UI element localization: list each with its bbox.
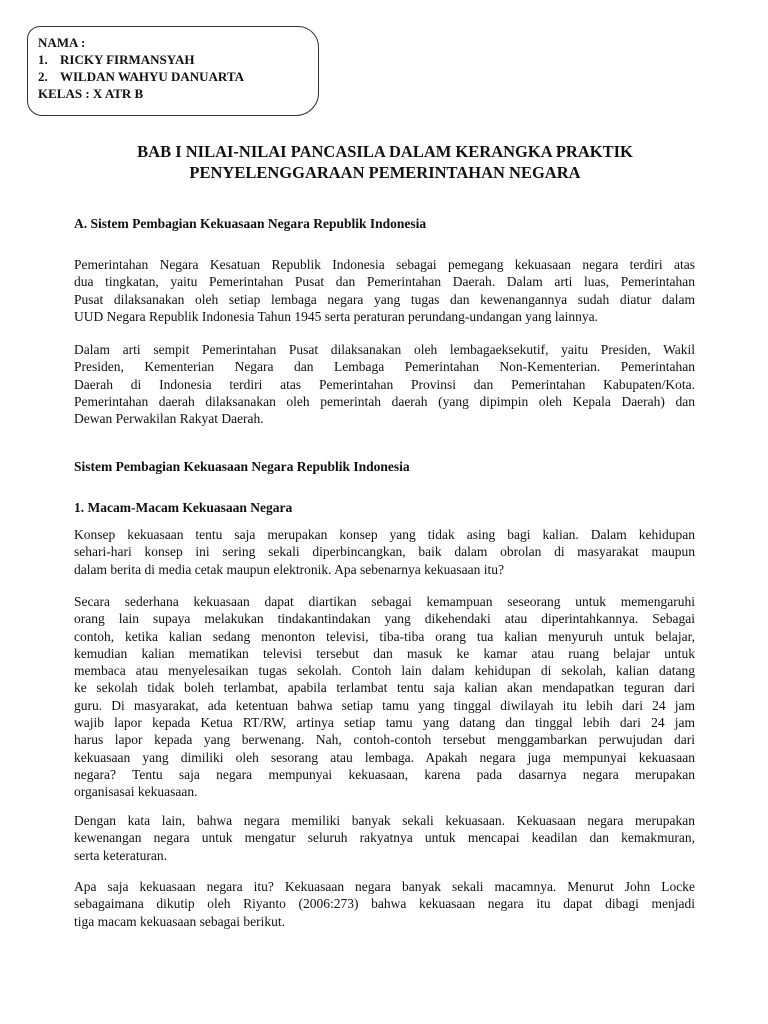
text-line: Dalam arti sempit Pemerintahan Pusat dilaksanakan oleh lembagaeksekutif, yaitu Presiden, Wakil — [74, 342, 695, 357]
member-1 — [38, 51, 308, 68]
text-line: kekuasaan yang dimiliki oleh sesorang atau lembaga. Apakah negara juga mempunyai kekuasaan — [74, 749, 695, 765]
chapter-title-line-2: PENYELENGGARAAN PEMERINTAHAN NEGARA — [189, 163, 581, 182]
text-line: membaca atau menyelesaikan tugas sekolah. Contoh lain dalam kehidupan di sekolah, kalian datang — [74, 663, 695, 679]
text-line: ke sekolah tidak boleh terlambat, apabila terlambat tentu saja kalian akan mendapatkan teguran dari — [74, 680, 695, 696]
member-1-name: RICKY FIRMANSYAH — [60, 52, 195, 67]
text-line: Pusat dilaksanakan oleh setiap lembaga negara yang tugas dan kewenangannya sudah diatur dalam — [74, 291, 695, 307]
subsection-1-heading: 1. Macam-Macam Kekuasaan Negara — [74, 500, 293, 515]
text-line: Daerah di Indonesia terdiri atas Pemerintahan Provinsi dan Pemerintahan Kabupaten/Kota. — [74, 376, 695, 392]
text-line: Dengan kata lain, bahwa negara memiliki banyak sekali kekuasaan. Kekuasaan negara merupakan — [74, 813, 695, 828]
text-line: negara? Tentu saja negara mempunyai kekuasaan, karena pada dasarnya negara merupakan — [74, 766, 695, 782]
text-line: sehari-hari konsep ini sering sekali diperbincangkan, baik dalam obrolan di masyarakat maupun — [74, 544, 695, 560]
class-label: KELAS : X ATR B — [38, 86, 144, 101]
text-line: wajib lapor kepada Ketua RT/RW, artinya setiap tamu yang datang dan tinggal lebih dari 24 jam — [74, 715, 695, 731]
chapter-title — [74, 141, 696, 183]
member-2 — [38, 68, 308, 85]
chapter-title-line-1: BAB I NILAI-NILAI PANCASILA DALAM KERANGKA PRAKTIK — [137, 142, 633, 161]
section-b-paragraph-2 — [74, 593, 695, 801]
text-line: orang lain supaya melakukan tindakantindakan yang dikehendaki atau diperintahkannya. Sebagai — [74, 611, 695, 627]
text-line: harus lapor kepada yang berwenang. Nah, contoh-contoh tersebut menggambarkan perwujudan dari — [74, 732, 695, 748]
text-line: serta keteraturan. — [74, 847, 167, 863]
text-line: dalam berita di media cetak maupun elektronik. Apa sebenarnya kekuasaan itu? — [74, 561, 504, 577]
section-b-paragraph-3 — [74, 812, 695, 864]
text-line: Konsep kekuasaan tentu saja merupakan konsep yang tidak asing bagi kalian. Dalam kehidupan — [74, 527, 695, 542]
text-line: organisasai kekuasaan. — [74, 784, 198, 800]
name-label: NAMA : — [38, 35, 86, 50]
text-line: Pemerintahan daerah dilaksanakan oleh pemerintah daerah (yang dipimpin oleh Kepala Daerah) dan — [74, 393, 695, 409]
section-a-paragraph-1 — [74, 256, 695, 325]
text-line: kewenangan negara untuk mengatur seluruh rakyatnya untuk mencapai keadilan dan kemakmuran, — [74, 830, 695, 846]
member-2-name: WILDAN WAHYU DANUARTA — [60, 69, 244, 84]
text-line: contoh, ketika kalian sedang menonton televisi, tiba-tiba orang tua kalian menyuruh untuk belajar, — [74, 628, 695, 644]
text-line: sebagaimana dikutip oleh Riyanto (2006:273) bahwa kekuasaan negara itu dapat dibagi menjadi — [74, 896, 695, 912]
text-line: kemudian kalian mematikan televisi tersebut dan masuk ke kamar atau ruang belajar untuk — [74, 645, 695, 661]
text-line: Presiden, Kementerian Negara dan Lembaga Pemerintahan Non-Kementerian. Pemerintahan — [74, 359, 695, 375]
student-info-box — [27, 26, 319, 116]
text-line: Dewan Perwakilan Rakyat Daerah. — [74, 411, 264, 427]
section-b-paragraph-1 — [74, 526, 695, 578]
section-a-paragraph-2 — [74, 341, 695, 427]
section-b-paragraph-4 — [74, 878, 695, 930]
section-a-heading: A. Sistem Pembagian Kekuasaan Negara Republik Indonesia — [74, 216, 427, 231]
text-line: Apa saja kekuasaan negara itu? Kekuasaan negara banyak sekali macamnya. Menurut John Locke — [74, 879, 695, 894]
text-line: Secara sederhana kekuasaan dapat diartikan sebagai kemampuan seseorang untuk memengaruhi — [74, 594, 695, 609]
member-2-number: 2. — [38, 69, 48, 84]
section-b-heading: Sistem Pembagian Kekuasaan Negara Republik Indonesia — [74, 459, 410, 474]
text-line: dua tingkatan, yaitu Pemerintahan Pusat dan Pemerintahan Daerah. Dalam arti luas, Pemerintahan — [74, 274, 695, 290]
text-line: UUD Negara Republik Indonesia Tahun 1945 serta peraturan perundang-undangan yang lainnya. — [74, 308, 599, 324]
text-line: Pemerintahan Negara Kesatuan Republik Indonesia sebagai pemegang kekuasaan negara terdiri atas — [74, 257, 695, 272]
member-1-number: 1. — [38, 52, 48, 67]
text-line: tiga macam kekuasaan sebagai berikut. — [74, 913, 286, 929]
text-line: guru. Di masyarakat, ada ketentuan bahwa setiap tamu yang tinggal diwilayah itu lebih dari 24 jam — [74, 697, 695, 713]
